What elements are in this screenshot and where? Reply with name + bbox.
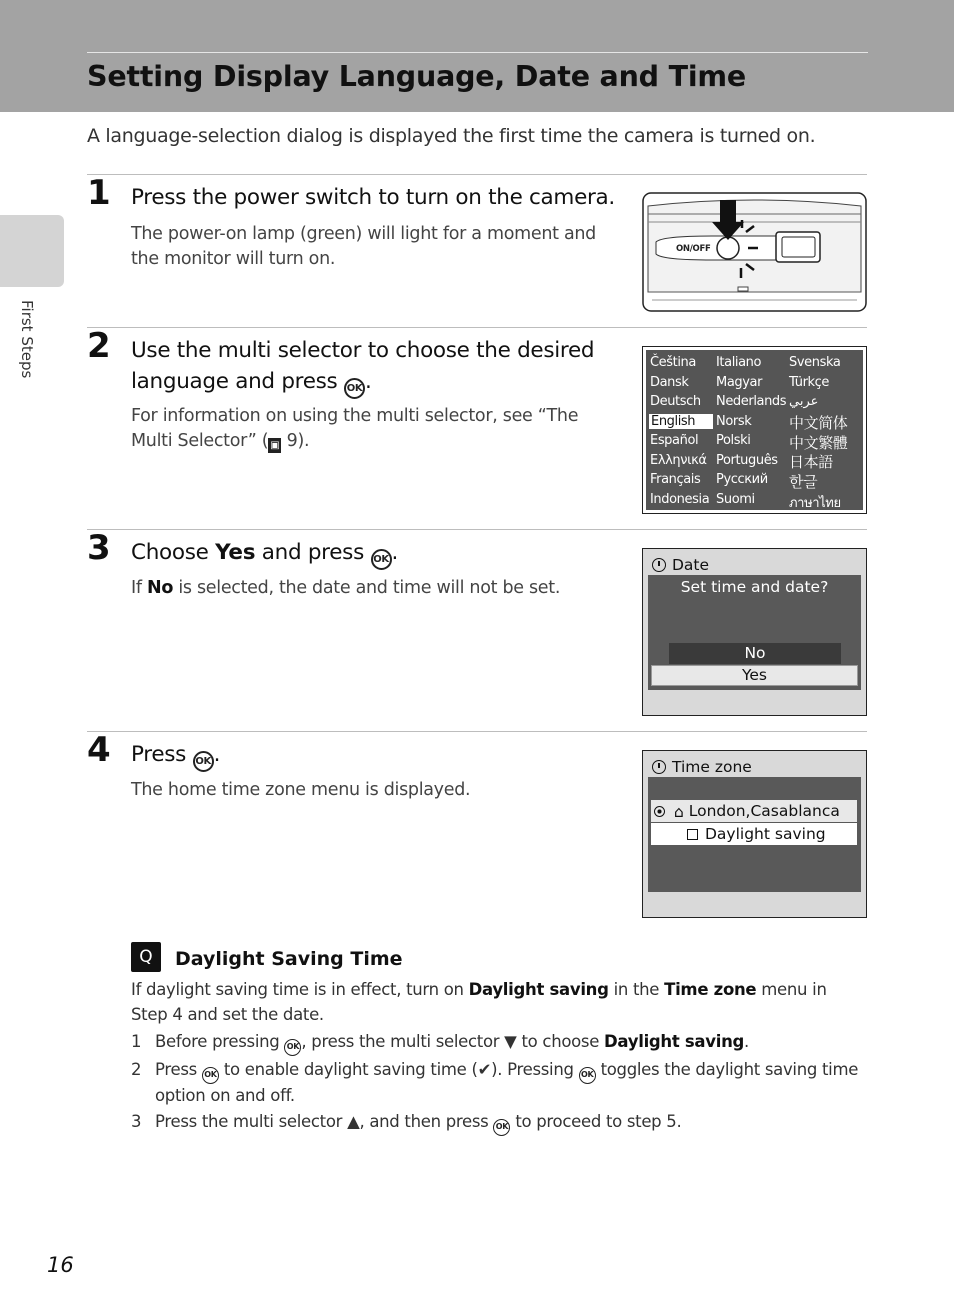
language-item[interactable]: 中文繁體: [789, 434, 848, 452]
language-item[interactable]: 日本語: [789, 453, 833, 471]
step-body-text: For information on using the multi selector, see “The Multi Selector” (: [131, 406, 579, 451]
note-text: menu in Step 4 and set the date.: [131, 980, 827, 1024]
date-screen: [642, 548, 867, 716]
language-item[interactable]: Ελληνικά: [650, 453, 707, 468]
step-number: 2: [87, 326, 111, 366]
list-text-part: Press the multi selector: [155, 1112, 348, 1131]
clock-icon: [652, 760, 666, 774]
language-item[interactable]: Čeština: [650, 355, 696, 370]
step-heading-end: .: [391, 540, 399, 565]
list-text-part: Before pressing: [155, 1032, 280, 1051]
list-number: 1: [131, 1032, 142, 1051]
note-list-item: [131, 1030, 867, 1055]
language-item[interactable]: Italiano: [716, 355, 762, 370]
step-heading-end: .: [365, 369, 372, 394]
timezone-screen: [642, 750, 867, 918]
date-dialog: [648, 575, 861, 690]
note-bold: Time zone: [664, 980, 757, 999]
language-list: [646, 350, 863, 510]
divider: [87, 327, 867, 328]
language-item[interactable]: Русский: [716, 472, 768, 487]
language-item[interactable]: Português: [716, 453, 778, 468]
language-item[interactable]: Nederlands: [716, 394, 787, 409]
step-heading-end: .: [213, 742, 221, 767]
language-item[interactable]: 中文简体: [789, 414, 848, 432]
step-heading-bold: Yes: [215, 540, 256, 565]
power-button-label: ON/OFF: [676, 244, 711, 254]
language-item[interactable]: Deutsch: [650, 394, 701, 409]
home-icon: ⌂: [673, 803, 684, 821]
step-body: [131, 404, 621, 454]
list-text-part: , press the multi selector: [301, 1032, 505, 1051]
step-heading: [131, 739, 220, 772]
divider: [87, 174, 867, 175]
list-number: 2: [131, 1060, 142, 1079]
daylight-saving-row[interactable]: [651, 823, 857, 845]
list-number: 3: [131, 1112, 142, 1131]
section-tab: [0, 215, 64, 287]
date-screen-header: [652, 556, 709, 574]
list-bold: Daylight saving: [604, 1032, 745, 1051]
step-number: 4: [87, 730, 111, 770]
ok-button-icon: OK: [371, 549, 392, 570]
selected-marker-icon: [654, 806, 665, 817]
list-text: [155, 1030, 867, 1056]
language-item[interactable]: ภาษาไทย: [789, 496, 841, 511]
ok-button-icon: OK: [193, 751, 214, 772]
note-bold: Daylight saving: [468, 980, 609, 999]
date-question: Set time and date?: [680, 578, 829, 596]
page-header: [0, 0, 954, 112]
checkbox-icon: [687, 829, 698, 840]
list-text-part: Press: [155, 1060, 197, 1079]
list-text-part: ). Pressing: [491, 1060, 574, 1079]
language-item[interactable]: Türkçe: [789, 375, 830, 390]
yes-option[interactable]: Yes: [651, 665, 858, 686]
step-heading: [131, 537, 398, 570]
language-item[interactable]: Dansk: [650, 375, 689, 390]
note-heading: Daylight Saving Time: [175, 948, 403, 970]
note-list-item: [131, 1058, 867, 1108]
down-arrow-icon: ▼: [504, 1032, 517, 1051]
list-text-part: .: [744, 1032, 749, 1051]
language-item[interactable]: Suomi: [716, 492, 755, 507]
ok-button-icon: OK: [579, 1067, 596, 1084]
date-screen-title: Date: [672, 556, 710, 574]
step-body-text: is selected, the date and time will not be set.: [173, 578, 561, 598]
page-reference: 9: [286, 431, 298, 451]
clock-icon: [652, 558, 666, 572]
list-text-part: toggles the daylight saving time option on and off.: [155, 1060, 859, 1105]
ok-button-icon: OK: [493, 1119, 510, 1136]
step-heading-text: Choose: [131, 540, 216, 565]
note-text: in the: [608, 980, 665, 999]
list-text-part: to proceed to step 5.: [510, 1112, 682, 1131]
checkmark-icon: ✔: [477, 1060, 492, 1079]
language-screen: [642, 346, 867, 514]
list-text-part: to enable daylight saving time (: [218, 1060, 478, 1079]
step-heading: Press the power switch to turn on the camera.: [131, 185, 615, 210]
timezone-screen-header: [652, 758, 752, 776]
language-item[interactable]: Polski: [716, 433, 751, 448]
ok-button-icon: OK: [284, 1039, 301, 1056]
language-item[interactable]: 한글: [789, 473, 818, 491]
step-body: The home time zone menu is displayed.: [131, 780, 471, 800]
divider: [87, 731, 867, 732]
step-number: 1: [87, 173, 111, 213]
note-list-item: [131, 1110, 867, 1135]
reference-icon: ▣: [270, 440, 280, 451]
step-heading-text: Use the multi selector to choose the desired language and press: [131, 338, 595, 394]
home-city-row[interactable]: [651, 800, 857, 822]
list-text: [155, 1058, 867, 1109]
home-city-label: London,Casablanca: [688, 802, 840, 820]
header-rule: [87, 52, 868, 53]
step-number: 3: [87, 528, 111, 568]
step-body-bold: No: [147, 578, 174, 598]
list-text: [155, 1110, 867, 1136]
note-paragraph: [131, 978, 867, 1027]
note-magnifier-icon: Q: [131, 942, 161, 972]
step-body-text: If: [131, 578, 147, 598]
timezone-screen-title: Time zone: [672, 758, 752, 776]
page-title: Setting Display Language, Date and Time: [87, 60, 747, 93]
step-body: The power-on lamp (green) will light for a moment and the monitor will turn on.: [131, 224, 596, 269]
language-item-selected[interactable]: English: [649, 414, 713, 429]
up-arrow-icon: ▲: [347, 1112, 360, 1131]
step-heading: [131, 335, 611, 399]
language-item[interactable]: Français: [650, 472, 701, 487]
no-option[interactable]: No: [669, 643, 841, 664]
list-text-part: , and then press: [359, 1112, 489, 1131]
ok-button-icon: OK: [202, 1067, 219, 1084]
ok-button-icon: OK: [344, 378, 365, 399]
timezone-menu: [648, 777, 861, 892]
daylight-saving-label: Daylight saving: [705, 825, 826, 843]
language-item[interactable]: Magyar: [716, 375, 763, 390]
divider: [87, 529, 867, 530]
language-item[interactable]: Norsk: [716, 414, 752, 429]
language-item[interactable]: Indonesia: [650, 492, 710, 507]
section-label: First Steps: [18, 300, 36, 379]
step-heading-text: and press: [255, 540, 364, 565]
note-text: If daylight saving time is in effect, turn on: [131, 980, 469, 999]
language-item[interactable]: عربي: [789, 394, 819, 409]
intro-text: A language-selection dialog is displayed the first time the camera is turned on.: [87, 125, 816, 147]
list-text-part: to choose: [516, 1032, 605, 1051]
step-heading-text: Press: [131, 742, 187, 767]
step-body: [131, 576, 560, 601]
page-number: 16: [47, 1253, 74, 1277]
language-item[interactable]: Español: [650, 433, 699, 448]
step-body-end: ).: [297, 431, 310, 451]
language-item[interactable]: Svenska: [789, 355, 841, 370]
